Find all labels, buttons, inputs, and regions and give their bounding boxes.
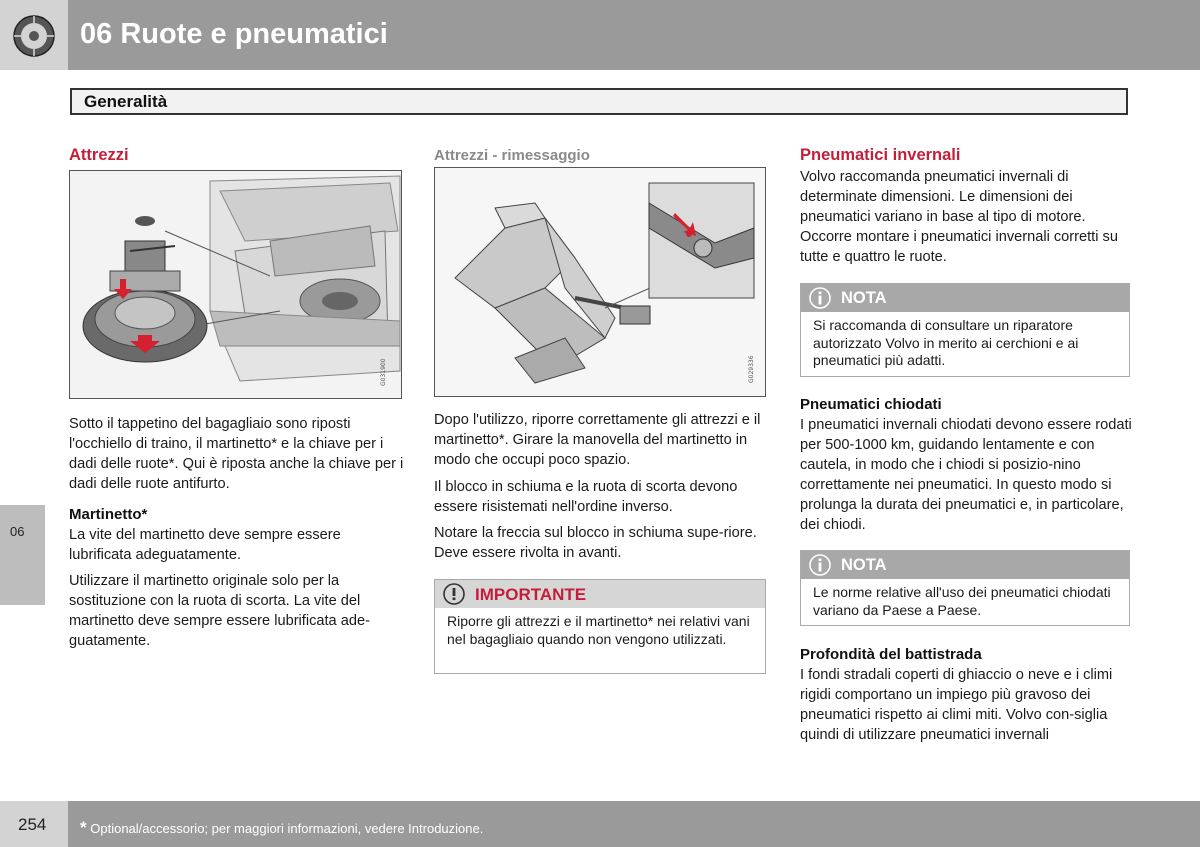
- important-text: Riporre gli attrezzi e il martinetto* nei relativi vani nel bagagliaio quando non vengono utilizzati.: [447, 613, 750, 647]
- heading-martinetto: Martinetto*: [69, 506, 148, 523]
- trunk-tools-drawing: [70, 171, 401, 398]
- martinetto-para-1: La vite del martinetto deve sempre essere lubrificata adeguatamente.: [69, 527, 341, 563]
- heading-profondita-battistrada: Profondità del battistrada: [800, 646, 982, 663]
- studded-tyres-para: I pneumatici invernali chiodati devono essere rodati per 500-1000 km, guidando lentamente e con cautela, in modo che i chiodi si posizio-nino correttamente nei pneumatici. In questo modo si prolunga la durata dei pneumatici e, in particolare, dei chiodi.: [800, 417, 1132, 533]
- svg-text:G029336: G029336: [748, 355, 755, 383]
- chapter-side-tab: [0, 505, 45, 605]
- tire-icon: [12, 14, 56, 58]
- important-box: [434, 579, 766, 674]
- jack-drawing: [435, 168, 765, 396]
- chapter-title: 06 Ruote e pneumatici: [80, 18, 388, 50]
- winter-tyres-para: Volvo raccomanda pneumatici invernali di determinate dimensioni. Le dimensioni dei pneumatici variano in base al tipo di motore. Occorre montare i pneumatici invernali corretti su tutte e quattro le ruote.: [800, 169, 1118, 265]
- section-title-box: [70, 88, 1128, 115]
- note-box-2: [800, 550, 1130, 626]
- section-title: Generalità: [84, 92, 168, 111]
- chapter-side-tab-label: 06: [10, 524, 25, 539]
- tread-depth-para: I fondi stradali coperti di ghiaccio o neve e i climi rigidi comportano un impiego più gravoso dei pneumatici rispetto ai climi miti. Volvo con-siglia quindi di utilizzare pneumatici invernali: [800, 667, 1113, 743]
- storage-para-3: Notare la freccia sul blocco in schiuma supe-riore. Deve essere rivolta in avanti.: [434, 525, 757, 561]
- important-label: IMPORTANTE: [475, 585, 587, 604]
- warning-icon: [443, 583, 465, 605]
- heading-attrezzi: Attrezzi: [69, 146, 129, 164]
- important-header: [435, 580, 765, 608]
- note-text-2: Le norme relative all'uso dei pneumatici chiodati variano da Paese a Paese.: [813, 584, 1111, 618]
- note-text-1: Si raccomanda di consultare un riparatore autorizzato Volvo in merito ai cerchioni e ai pneumatici più adatti.: [813, 317, 1079, 368]
- storage-para-1: Dopo l'utilizzo, riporre correttamente gli attrezzi e il martinetto*. Girare la manovella del martinetto in modo che occupi poco spazio.: [434, 412, 761, 468]
- tools-illustration: [69, 170, 402, 399]
- tools-intro: Sotto il tappetino del bagagliaio sono riposti l'occhiello di traino, il martinetto* e la chiave per i dadi delle ruote*. Qui è riposta anche la chiave per i dadi delle ruote antifurto.: [69, 416, 404, 492]
- note-label-1: NOTA: [841, 289, 887, 307]
- svg-text:G031900: G031900: [380, 358, 387, 386]
- heading-rimessaggio: Attrezzi - rimessaggio: [434, 147, 590, 164]
- footer-note: [80, 818, 483, 838]
- info-icon: [809, 554, 831, 576]
- heading-pneumatici-invernali: Pneumatici invernali: [800, 146, 961, 164]
- footnote-star: *: [80, 818, 87, 837]
- martinetto-para-2: Utilizzare il martinetto originale solo per la sostituzione con la ruota di scorta. La vite del martinetto deve sempre essere lubrificata ade-guatamente.: [69, 573, 370, 649]
- note-header-2: [801, 551, 1129, 579]
- heading-pneumatici-chiodati: Pneumatici chiodati: [800, 396, 942, 413]
- page-number: 254: [18, 815, 47, 834]
- storage-para-2: Il blocco in schiuma e la ruota di scorta devono essere risistemati nell'ordine inverso.: [434, 479, 738, 515]
- info-icon: [809, 287, 831, 309]
- note-box-1: [800, 283, 1130, 377]
- footnote-text: Optional/accessorio; per maggiori informazioni, vedere Introduzione.: [90, 821, 484, 836]
- note-label-2: NOTA: [841, 556, 887, 574]
- note-header-1: [801, 284, 1129, 312]
- jack-illustration: [434, 167, 766, 397]
